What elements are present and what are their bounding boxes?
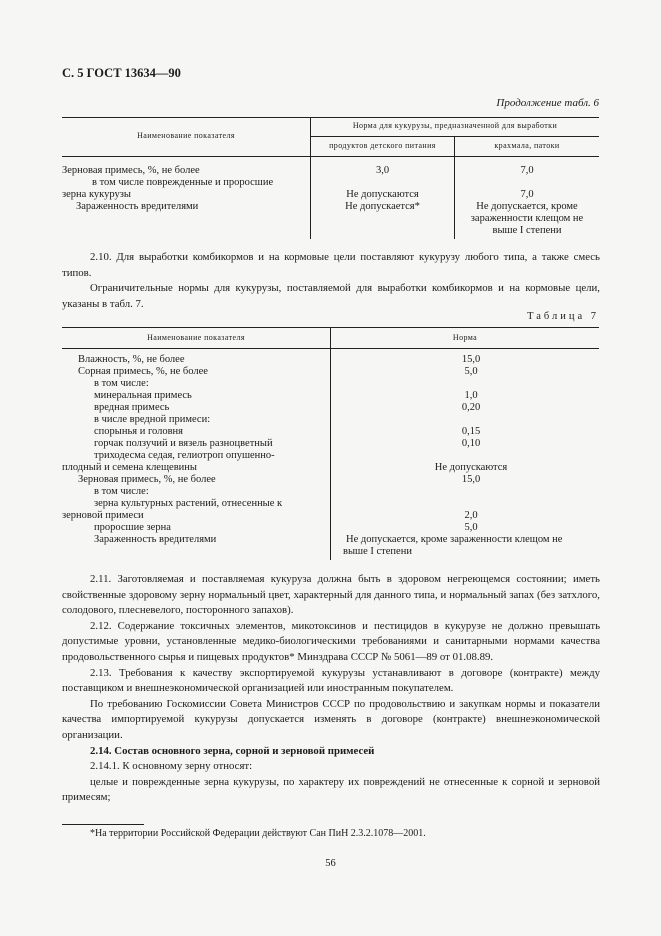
table-7-row-value: 5,0: [464, 522, 478, 533]
table-6-col-sub1-header: продуктов детского питания: [329, 141, 436, 150]
page-header: С. 5 ГОСТ 13634—90: [62, 66, 181, 80]
table-6-row-value-2: зараженности клещом не: [470, 213, 584, 224]
table-6-col-group-header: Норма для кукурузы, предназначенной для выработки: [352, 121, 558, 130]
table-7-row-name: зерна культурных растений, отнесенные к: [94, 498, 283, 509]
table-7-row-name: плодный и семена клещевины: [62, 462, 197, 473]
table-7-row-name: минеральная примесь: [94, 390, 192, 401]
footnote: *На территории Российской Федерации действуют Сан ПиН 2.3.2.1078—2001.: [90, 828, 426, 839]
table-7-row-value: 15,0: [461, 354, 481, 365]
paragraph: По требованию Госкомиссии Совета Министров СССР по продовольствию и закупкам нормы и показатели качества импортируемой кукурузы допускается изменять в договоре (контракте) внешнеэкономической организации.: [62, 697, 600, 741]
page-number: 56: [325, 858, 336, 869]
table-7-row-name: Влажность, %, не более: [78, 354, 185, 365]
table-7-title: Таблица 7: [527, 311, 599, 322]
table-7-row-name: триходесма седая, гелиотроп опушенно-: [94, 450, 275, 461]
table-6-col-sub2-header: крахмала, патоки: [494, 141, 560, 150]
table-7-row-value: 5,0: [464, 366, 478, 377]
table-6-col-name-header: Наименование показателя: [137, 131, 235, 140]
table-7-row-value: Не допускается, кроме зараженности клещом не: [346, 534, 563, 545]
table-7-row-value: 0,10: [461, 438, 481, 449]
table-7-row-name: спорынья и головня: [94, 426, 183, 437]
table-7-row-value: 0,15: [461, 426, 481, 437]
table-7-col-norm-header: Норма: [452, 333, 478, 342]
table-6-row-value-1: 3,0: [375, 165, 390, 176]
table-6-row-value-2: 7,0: [520, 189, 534, 200]
table-7-row-name: вредная примесь: [94, 402, 170, 413]
table-6-row-name: в том числе поврежденные и проросшие: [92, 177, 274, 188]
table-6-row-value-2: Не допускается, кроме: [476, 201, 578, 212]
table-7-row-value: 15,0: [461, 474, 481, 485]
table-6-top-rule: [62, 117, 599, 118]
table-7-col-name-header: Наименование показателя: [147, 333, 245, 342]
table-6-row-value-1: Не допускаются: [346, 189, 419, 200]
paragraph: целые и поврежденные зерна кукурузы, по характеру их повреждений не отнесенные к сорной и зерновой примесям;: [62, 775, 600, 804]
paragraph: 2.11. Заготовляемая и поставляемая кукуруза должна быть в здоровом негреющемся состоянии; иметь свойственные здоровому зерну нормальный цвет, характерный для данного типа, и нормальный запах (без затхлого, солодового, плесневелого, посторонного запахов).: [62, 573, 600, 617]
table-7-row-value: 0,20: [461, 402, 481, 413]
table-6-subheader-rule: [311, 136, 599, 137]
table-7-row-name: в том числе:: [94, 378, 149, 389]
table-6-row-name: зерна кукурузы: [62, 189, 131, 200]
table-7-row-value: 1,0: [464, 390, 478, 401]
paragraph: Ограничительные нормы для кукурузы, поставляемой для выработки комбикормов и на кормовые цели, указаны в табл. 7.: [62, 282, 600, 310]
table-7-row-name: зерновой примеси: [62, 510, 144, 521]
paragraph: 2.10. Для выработки комбикормов и на кормовые цели поставляют кукурузу любого типа, а также смесь типов.: [62, 251, 600, 279]
table-6-row-name: Зерновая примесь, %, не более: [62, 165, 200, 176]
table-6-row-name: Зараженность вредителями: [76, 201, 199, 212]
table-6-row-value-2: выше I степени: [492, 225, 562, 236]
table-7-row-value: выше I степени: [343, 546, 412, 557]
paragraph: 2.13. Требования к качеству экспортируемой кукурузы устанавливают в договоре (контракте) между поставщиком и внешнеэкономической организацией или иностранным покупателем.: [62, 666, 600, 695]
table-6-row-value-1: Не допускается*: [345, 201, 420, 212]
table-continuation-label: Продолжение табл. 6: [496, 97, 599, 109]
table-6-col-divider-1: [310, 117, 311, 239]
table-7-row-name: Зараженность вредителями: [94, 534, 217, 545]
table-6-row-value-2: 7,0: [520, 165, 534, 176]
table-7-row-name: проросшие зерна: [94, 522, 171, 533]
table-7-row-name: в том числе:: [94, 486, 149, 497]
table-7-row-name: Сорная примесь, %, не более: [78, 366, 208, 377]
table-7-row-name: Зерновая примесь, %, не более: [78, 474, 216, 485]
table-6-header-rule: [62, 156, 599, 157]
paragraph: 2.14.1. К основному зерну относят:: [90, 760, 253, 773]
section-heading: 2.14. Состав основного зерна, сорной и зерновой примесей: [90, 744, 375, 757]
section-2-10: [62, 250, 600, 312]
table-7-row-value: Не допускаются: [434, 462, 508, 473]
table-7-row-value: 2,0: [464, 510, 478, 521]
table-7-row-name: в числе вредной примеси:: [94, 414, 211, 425]
table-7-row-name: горчак ползучий и вязель разноцветный: [94, 438, 273, 449]
paragraph: 2.12. Содержание токсичных элементов, микотоксинов и пестицидов в кукурузе не должно превышать допустимые уровни, установленные медико-биологическими требованиями и санитарными нормами качества продовольственного сырья и пищевых продуктов* Минздрава СССР № 5061—89 от 01.08.89.: [62, 619, 600, 663]
footnote-rule: [62, 824, 144, 825]
sections-2-11-to-2-14: [62, 572, 600, 806]
